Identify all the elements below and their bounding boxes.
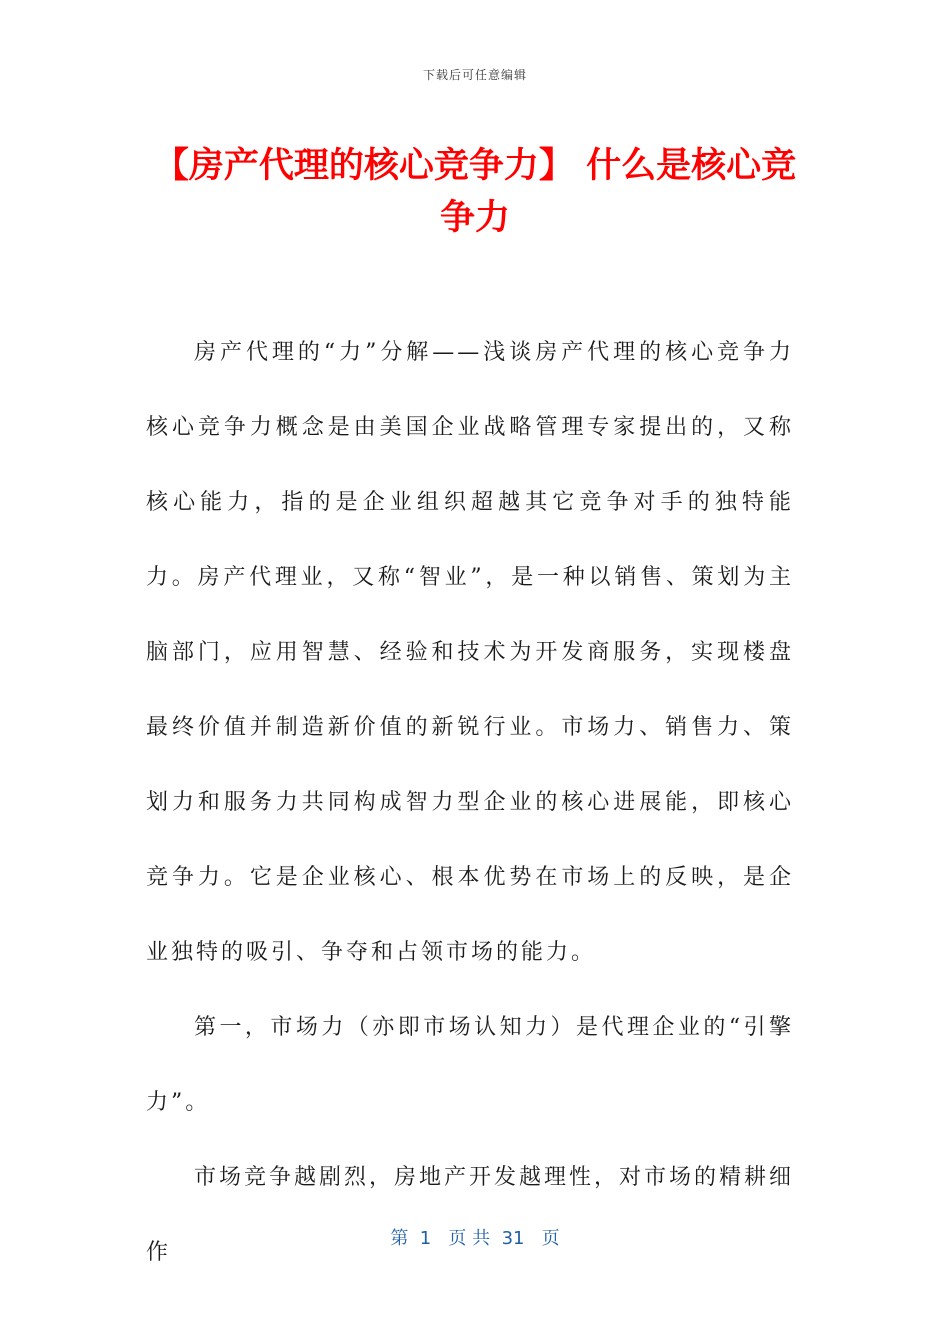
paragraph-market-force: 第一，市场力（亦即市场认知力）是代理企业的“引擎力”。 <box>146 1015 794 1115</box>
document-body <box>146 315 794 1290</box>
paragraph-intro: 房产代理的“力”分解——浅谈房产代理的核心竞争力核心竞争力概念是由美国企业战略管理专家提出的，又称核心能力，指的是企业组织超越其它竞争对手的独特能力。房产代理业，又称“智业”，是一种以销售、策划为主脑部门，应用智慧、经验和技术为开发商服务，实现楼盘最终价值并制造新价值的新锐行业。市场力、销售力、策划力和服务力共同构成智力型企业的核心进展能，即核心竞争力。它是企业核心、根本优势在市场上的反映，是企业独特的吸引、争夺和占领市场的能力。 <box>146 340 794 965</box>
document-title: 【房产代理的核心竞争力】 什么是核心竞争力 <box>153 146 797 238</box>
page-number-footer: 第 1 页 共 31 页 <box>390 1228 560 1249</box>
page-header-note: 下载后可任意编辑 <box>422 68 527 82</box>
paragraph-market-competition: 市场竞争越剧烈，房地产开发越理性，对市场的精耕细作 <box>146 1165 795 1265</box>
